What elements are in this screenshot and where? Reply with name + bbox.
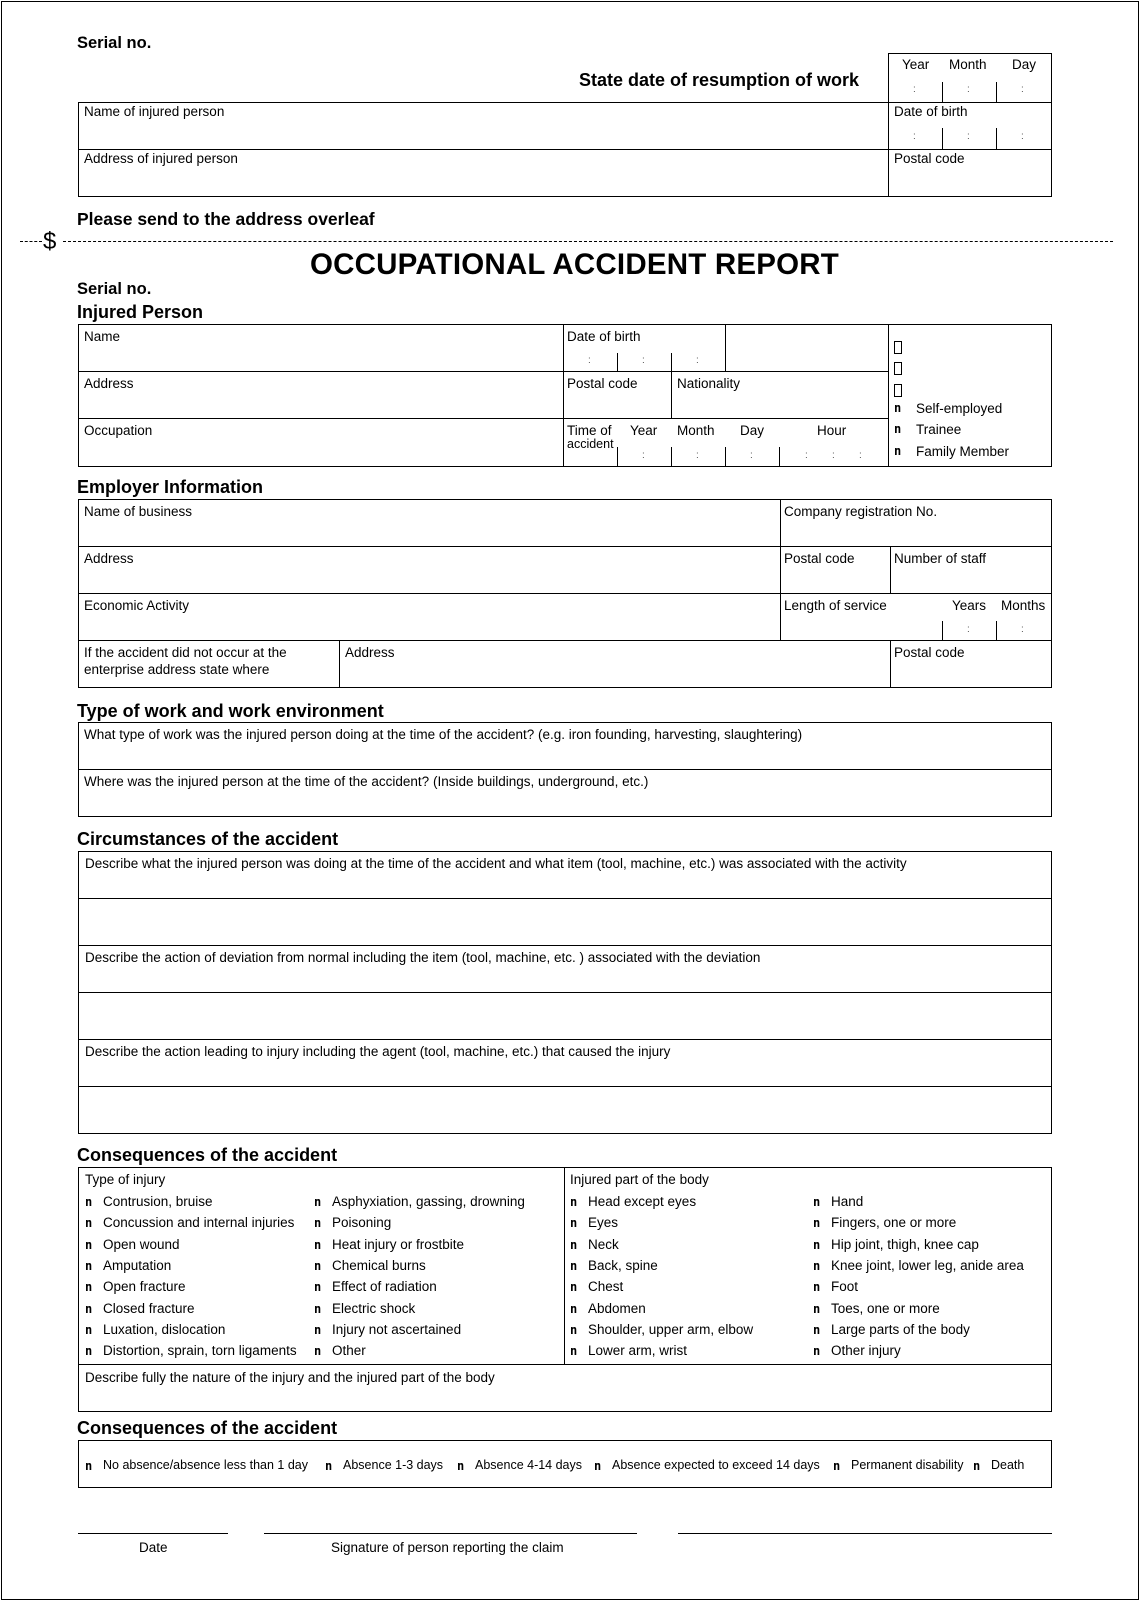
checkbox-icon[interactable]: n: [813, 1258, 821, 1273]
employer-postal-field[interactable]: Postal code: [784, 551, 855, 566]
absence-option: Absence 1-3 days: [343, 1458, 444, 1472]
resumption-day-label: Day: [1012, 57, 1037, 72]
checkbox-icon[interactable]: n: [314, 1237, 322, 1252]
checkbox-icon[interactable]: n: [85, 1322, 93, 1337]
consequence-option: Neck: [588, 1236, 619, 1252]
send-instruction: Please send to the address overleaf: [77, 209, 375, 229]
dotted-separator: :: [588, 355, 591, 366]
consequence-option: Shoulder, upper arm, elbow: [588, 1321, 754, 1337]
consequence-option: Poisoning: [332, 1215, 392, 1231]
divider: [78, 371, 889, 372]
consequence-option: Asphyxiation, gassing, drowning: [332, 1194, 525, 1209]
registration-field[interactable]: Company registration No.: [784, 504, 938, 519]
status-checkbox[interactable]: [894, 362, 902, 375]
consequence-option: Foot: [831, 1279, 859, 1295]
divider: [78, 640, 1052, 641]
checkbox-icon[interactable]: n: [894, 401, 902, 415]
dotted-separator: :: [696, 450, 699, 461]
status-checkbox[interactable]: [894, 341, 902, 354]
consequence-option: Back, spine: [588, 1257, 658, 1273]
checkbox-icon[interactable]: n: [894, 444, 902, 458]
consequence-option: Hand: [831, 1194, 864, 1209]
checkbox-icon[interactable]: n: [570, 1258, 578, 1273]
checkbox-icon[interactable]: n: [314, 1216, 322, 1231]
dotted-separator: :: [967, 624, 970, 635]
consequence-option: Toes, one or more: [831, 1300, 940, 1316]
dotted-separator: :: [913, 131, 916, 142]
checkbox-icon[interactable]: n: [325, 1459, 333, 1473]
consequence-option: Effect of radiation: [332, 1279, 437, 1295]
service-months-label: Months: [1001, 598, 1046, 613]
date-line[interactable]: [78, 1533, 228, 1534]
work-type-field[interactable]: What type of work was the injured person doing at the time of the accident? (e.g. iron founding, harvesting, slaughtering): [84, 727, 803, 742]
divider: [890, 546, 891, 593]
checkbox-icon[interactable]: n: [570, 1216, 578, 1231]
divider: [890, 640, 891, 688]
time-year-label: Year: [630, 423, 658, 438]
checkbox-icon[interactable]: n: [85, 1301, 93, 1316]
alt-postal-field[interactable]: Postal code: [894, 645, 965, 660]
checkbox-icon[interactable]: n: [570, 1344, 578, 1359]
divider: [671, 447, 672, 467]
resumption-label: State date of resumption of work: [579, 70, 860, 90]
divider: [725, 324, 726, 371]
slip-name-field[interactable]: Name of injured person: [84, 104, 225, 119]
employer-heading: Employer Information: [77, 477, 264, 497]
checkbox-icon[interactable]: n: [813, 1280, 821, 1295]
consequence-option: Chest: [588, 1279, 624, 1295]
checkbox-icon[interactable]: n: [894, 422, 902, 436]
injured-dob-field[interactable]: Date of birth: [567, 329, 641, 344]
dotted-separator: :: [1021, 131, 1024, 142]
circumstances-heading: Circumstances of the accident: [77, 829, 339, 849]
checkbox-icon[interactable]: n: [570, 1237, 578, 1252]
checkbox-icon[interactable]: n: [457, 1459, 465, 1473]
cut-line-left: [20, 241, 42, 242]
consequence-option: Fingers, one or more: [831, 1215, 957, 1231]
consequence-option: Contrusion, bruise: [103, 1194, 213, 1209]
work-heading: Type of work and work environment: [77, 701, 384, 721]
divider: [563, 324, 564, 467]
injury-type-label: Type of injury: [85, 1172, 166, 1187]
checkbox-icon[interactable]: n: [314, 1322, 322, 1337]
consequence-option: Closed fracture: [103, 1300, 195, 1316]
absence-heading: Consequences of the accident: [77, 1418, 338, 1438]
divider: [78, 593, 1052, 594]
divider: [78, 546, 1052, 547]
checkbox-icon[interactable]: n: [813, 1344, 821, 1359]
checkbox-icon[interactable]: n: [85, 1195, 93, 1209]
slip-postal-field[interactable]: Postal code: [894, 151, 965, 166]
slip-address-field[interactable]: Address of injured person: [84, 151, 238, 166]
dotted-separator: :: [859, 450, 862, 461]
deviation-description-field[interactable]: Describe the action of deviation from normal including the item (tool, machine, etc. ) associated with the deviation: [85, 950, 761, 965]
dotted-separator: :: [696, 355, 699, 366]
accident-label: accident: [567, 437, 614, 451]
checkbox-icon[interactable]: n: [570, 1195, 578, 1209]
consequence-option: Open fracture: [103, 1279, 186, 1295]
divider: [888, 102, 889, 197]
absence-option: Permanent disability: [851, 1458, 964, 1472]
checkbox-icon[interactable]: n: [594, 1459, 602, 1473]
date-label: Date: [139, 1540, 168, 1555]
dotted-separator: :: [1021, 624, 1024, 635]
dotted-separator: :: [913, 84, 916, 95]
consequence-option: Head except eyes: [588, 1194, 697, 1209]
status-trainee: Trainee: [916, 422, 962, 437]
scissors-icon: $: [43, 228, 57, 255]
dotted-separator: :: [1021, 84, 1024, 95]
checkbox-icon[interactable]: n: [85, 1344, 93, 1359]
status-checkbox[interactable]: [894, 384, 902, 397]
injured-nationality-field[interactable]: Nationality: [677, 376, 741, 391]
checkbox-icon[interactable]: n: [570, 1301, 578, 1316]
injured-heading: Injured Person: [77, 302, 204, 322]
absence-option: No absence/absence less than 1 day: [103, 1458, 308, 1472]
divider: [78, 1039, 1052, 1040]
checkbox-icon[interactable]: n: [85, 1459, 93, 1473]
time-day-label: Day: [740, 423, 765, 438]
signature-line[interactable]: [264, 1533, 637, 1534]
time-hour-label: Hour: [817, 423, 847, 438]
alt-location-label-1: If the accident did not occur at the: [84, 645, 287, 660]
report-serial-label: Serial no.: [77, 280, 152, 298]
alt-address-field[interactable]: Address: [345, 645, 395, 660]
checkbox-icon[interactable]: n: [85, 1258, 93, 1273]
divider: [617, 353, 618, 371]
checkbox-icon[interactable]: n: [314, 1280, 322, 1295]
checkbox-icon[interactable]: n: [570, 1322, 578, 1337]
economic-activity-field[interactable]: Economic Activity: [84, 598, 190, 613]
consequence-option: Hip joint, thigh, knee cap: [831, 1236, 979, 1252]
time-of-label: Time of: [567, 423, 612, 438]
divider: [779, 447, 780, 467]
divider: [78, 898, 1052, 899]
checkbox-icon[interactable]: n: [973, 1459, 981, 1473]
absence-option: Death: [991, 1458, 1025, 1472]
checkbox-icon[interactable]: n: [813, 1237, 821, 1252]
divider: [78, 945, 1052, 946]
checkbox-icon[interactable]: n: [833, 1459, 841, 1473]
extra-signature-line[interactable]: [678, 1533, 1052, 1534]
divider: [996, 82, 997, 102]
divider: [78, 1086, 1052, 1087]
consequence-option: Knee joint, lower leg, anide area: [831, 1257, 1024, 1273]
consequence-option: Abdomen: [588, 1300, 646, 1316]
divider: [888, 324, 889, 467]
injured-occupation-field[interactable]: Occupation: [84, 423, 153, 438]
body-part-label: Injured part of the body: [570, 1172, 709, 1187]
consequence-option: Heat injury or frostbite: [332, 1236, 465, 1252]
status-self-employed: Self-employed: [916, 401, 1003, 416]
divider: [671, 353, 672, 371]
divider: [671, 371, 672, 418]
consequence-option: Other: [332, 1343, 366, 1359]
divider: [996, 621, 997, 640]
employer-address-field[interactable]: Address: [84, 551, 134, 566]
injured-table: [78, 324, 1052, 467]
injury-action-field[interactable]: Describe the action leading to injury including the agent (tool, machine, etc.) that caused the injury: [85, 1044, 671, 1059]
divider: [942, 128, 943, 149]
checkbox-icon[interactable]: n: [314, 1344, 322, 1359]
cut-line: [63, 241, 1113, 242]
injury-nature-field[interactable]: Describe fully the nature of the injury and the injured part of the body: [85, 1370, 495, 1385]
divider: [780, 499, 781, 640]
staff-count-field[interactable]: Number of staff: [894, 551, 987, 566]
checkbox-icon[interactable]: n: [813, 1195, 821, 1209]
business-name-field[interactable]: Name of business: [84, 504, 193, 519]
checkbox-icon[interactable]: n: [314, 1258, 322, 1273]
checkbox-icon[interactable]: n: [85, 1216, 93, 1231]
checkbox-icon[interactable]: n: [314, 1195, 322, 1209]
consequence-option: Luxation, dislocation: [103, 1321, 226, 1337]
checkbox-icon[interactable]: n: [314, 1301, 322, 1316]
work-location-field[interactable]: Where was the injured person at the time of the accident? (Inside buildings, underground, etc.): [84, 774, 649, 789]
slip-dob-field[interactable]: Date of birth: [894, 104, 968, 119]
checkbox-icon[interactable]: n: [813, 1216, 821, 1231]
absence-option: Absence expected to exceed 14 days: [612, 1458, 820, 1472]
consequences-heading: Consequences of the accident: [77, 1145, 338, 1165]
consequence-option: Lower arm, wrist: [588, 1343, 688, 1359]
consequence-option: Distortion, sprain, torn ligaments: [103, 1343, 297, 1359]
checkbox-icon[interactable]: n: [85, 1280, 93, 1295]
length-of-service-field[interactable]: Length of service: [784, 598, 887, 613]
report-title: OCCUPATIONAL ACCIDENT REPORT: [310, 248, 839, 281]
divider: [339, 640, 340, 688]
signature-label: Signature of person reporting the claim: [331, 1540, 564, 1555]
checkbox-icon[interactable]: n: [813, 1301, 821, 1316]
checkbox-icon[interactable]: n: [813, 1322, 821, 1337]
divider: [78, 149, 1052, 150]
consequence-option: Large parts of the body: [831, 1321, 970, 1337]
consequence-option: Eyes: [588, 1215, 619, 1231]
consequence-option: Amputation: [103, 1257, 172, 1273]
resumption-year-label: Year: [902, 57, 930, 72]
time-month-label: Month: [677, 423, 715, 438]
divider: [78, 1364, 1052, 1365]
absence-option: Absence 4-14 days: [475, 1458, 583, 1472]
dotted-separator: :: [805, 450, 808, 461]
divider: [725, 447, 726, 467]
injured-address-field[interactable]: Address: [84, 376, 134, 391]
consequence-option: Injury not ascertained: [332, 1321, 462, 1337]
resumption-month-label: Month: [949, 57, 987, 72]
dotted-separator: :: [642, 355, 645, 366]
divider: [617, 447, 618, 467]
alt-location-label-2: enterprise address state where: [84, 662, 270, 677]
divider: [564, 1167, 565, 1364]
divider: [78, 769, 1052, 770]
consequence-option: Electric shock: [332, 1300, 416, 1316]
divider: [942, 621, 943, 640]
checkbox-icon[interactable]: n: [570, 1280, 578, 1295]
service-years-label: Years: [952, 598, 987, 613]
dotted-separator: :: [750, 450, 753, 461]
consequence-option: Other injury: [831, 1343, 901, 1359]
consequence-option: Chemical burns: [332, 1257, 426, 1273]
activity-description-field[interactable]: Describe what the injured person was doing at the time of the accident and what item (tool, machine, etc.) was associated with the activity: [85, 856, 907, 871]
consequence-option: Concussion and internal injuries: [103, 1215, 295, 1231]
dotted-separator: :: [967, 131, 970, 142]
divider: [78, 418, 889, 419]
divider: [996, 128, 997, 149]
divider: [942, 82, 943, 102]
slip-serial-label: Serial no.: [77, 34, 152, 52]
injured-name-field[interactable]: Name: [84, 329, 121, 344]
checkbox-icon[interactable]: n: [85, 1237, 93, 1252]
divider: [78, 992, 1052, 993]
consequence-option: Open wound: [103, 1236, 180, 1252]
dotted-separator: :: [967, 84, 970, 95]
dotted-separator: :: [832, 450, 835, 461]
injured-postal-field[interactable]: Postal code: [567, 376, 638, 391]
dotted-separator: :: [642, 450, 645, 461]
status-family-member: Family Member: [916, 444, 1010, 459]
